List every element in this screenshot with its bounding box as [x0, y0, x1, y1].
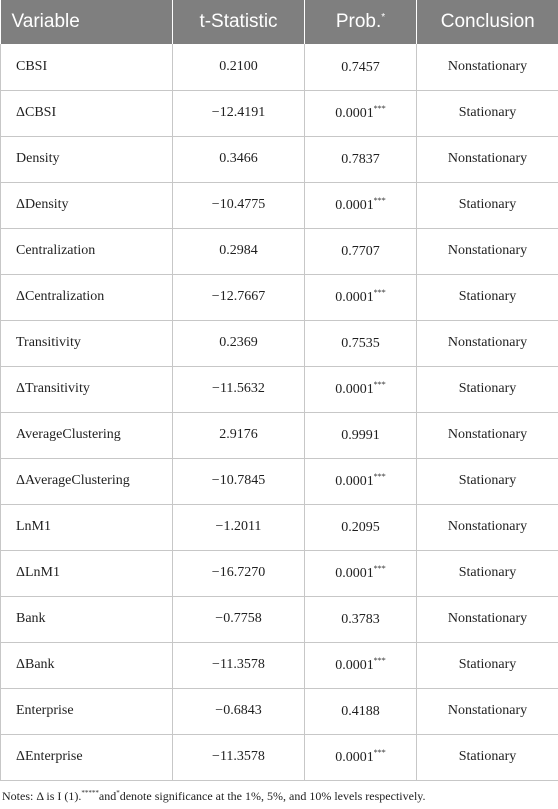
cell-variable: Enterprise	[1, 688, 173, 734]
significance-marker: ***	[373, 472, 386, 481]
significance-marker: ***	[373, 196, 386, 205]
cell-conclusion: Stationary	[417, 642, 558, 688]
prob-value: 0.7535	[341, 336, 380, 351]
prob-value: 0.0001	[335, 198, 374, 213]
prob-value: 0.7837	[341, 152, 380, 167]
cell-conclusion: Nonstationary	[417, 44, 558, 90]
cell-prob	[305, 734, 417, 780]
cell-variable: LnM1	[1, 504, 173, 550]
significance-marker: ***	[373, 380, 386, 389]
cell-variable: Transitivity	[1, 320, 173, 366]
table-row	[1, 366, 558, 412]
significance-marker: ***	[373, 748, 386, 757]
header-conclusion-label: Conclusion	[440, 11, 535, 32]
table-body	[1, 44, 558, 780]
header-prob	[305, 0, 417, 44]
cell-prob	[305, 688, 417, 734]
prob-value: 0.0001	[335, 750, 374, 765]
cell-t-statistic: −0.6843	[173, 688, 305, 734]
cell-t-statistic: −12.4191	[173, 90, 305, 136]
cell-variable: ΔLnM1	[1, 550, 173, 596]
table-row	[1, 458, 558, 504]
cell-t-statistic: −11.3578	[173, 642, 305, 688]
notes-prefix: Notes: Δ is I (1).	[2, 789, 82, 803]
cell-variable: Density	[1, 136, 173, 182]
table-row	[1, 596, 558, 642]
table-row	[1, 320, 558, 366]
table-row	[1, 688, 558, 734]
cell-prob	[305, 228, 417, 274]
cell-conclusion: Nonstationary	[417, 596, 558, 642]
notes-star: *	[116, 789, 120, 797]
cell-variable: ΔAverageClustering	[1, 458, 173, 504]
table-row	[1, 182, 558, 228]
prob-value: 0.4188	[341, 704, 380, 719]
header-variable-label: Variable	[11, 11, 80, 32]
prob-value: 0.0001	[335, 290, 374, 305]
notes-suffix: denote significance at the 1%, 5%, and 10% levels respectively.	[119, 789, 426, 803]
cell-prob	[305, 274, 417, 320]
significance-marker: ***	[373, 656, 386, 665]
cell-conclusion: Stationary	[417, 182, 558, 228]
cell-prob	[305, 504, 417, 550]
cell-t-statistic: −11.3578	[173, 734, 305, 780]
cell-conclusion: Stationary	[417, 274, 558, 320]
table-row	[1, 550, 558, 596]
cell-conclusion: Nonstationary	[417, 504, 558, 550]
cell-t-statistic: −12.7667	[173, 274, 305, 320]
table-row	[1, 44, 558, 90]
header-prob-marker: *	[381, 12, 386, 23]
table-notes	[0, 789, 558, 804]
prob-value: 0.9991	[341, 428, 380, 443]
cell-t-statistic: 0.2100	[173, 44, 305, 90]
cell-prob	[305, 182, 417, 228]
table-header	[1, 0, 558, 44]
cell-variable: ΔCBSI	[1, 90, 173, 136]
cell-t-statistic: 2.9176	[173, 412, 305, 458]
cell-variable: ΔBank	[1, 642, 173, 688]
cell-prob	[305, 550, 417, 596]
header-t-statistic	[173, 0, 305, 44]
table-row	[1, 734, 558, 780]
cell-variable: ΔTransitivity	[1, 366, 173, 412]
notes-mid: and	[98, 789, 117, 803]
cell-variable: AverageClustering	[1, 412, 173, 458]
prob-value: 0.7707	[341, 244, 380, 259]
cell-t-statistic: 0.3466	[173, 136, 305, 182]
prob-value: 0.0001	[335, 566, 374, 581]
cell-prob	[305, 136, 417, 182]
table-row	[1, 228, 558, 274]
cell-variable: ΔDensity	[1, 182, 173, 228]
cell-conclusion: Nonstationary	[417, 412, 558, 458]
cell-prob	[305, 596, 417, 642]
cell-variable: ΔEnterprise	[1, 734, 173, 780]
cell-prob	[305, 458, 417, 504]
cell-conclusion: Nonstationary	[417, 136, 558, 182]
cell-t-statistic: −16.7270	[173, 550, 305, 596]
cell-prob	[305, 44, 417, 90]
cell-t-statistic: −1.2011	[173, 504, 305, 550]
table-row	[1, 90, 558, 136]
header-row	[1, 0, 558, 44]
cell-t-statistic: 0.2369	[173, 320, 305, 366]
prob-value: 0.0001	[335, 474, 374, 489]
significance-marker: ***	[373, 564, 386, 573]
cell-prob	[305, 320, 417, 366]
cell-conclusion: Stationary	[417, 734, 558, 780]
cell-prob	[305, 412, 417, 458]
significance-marker: ***	[373, 104, 386, 113]
cell-t-statistic: −10.4775	[173, 182, 305, 228]
cell-conclusion: Stationary	[417, 550, 558, 596]
header-prob-label: Prob.	[335, 11, 382, 32]
prob-value: 0.7457	[341, 59, 380, 75]
cell-t-statistic: −10.7845	[173, 458, 305, 504]
cell-prob	[305, 366, 417, 412]
cell-t-statistic: −11.5632	[173, 366, 305, 412]
cell-variable: CBSI	[1, 44, 173, 90]
cell-variable: Bank	[1, 596, 173, 642]
cell-conclusion: Nonstationary	[417, 228, 558, 274]
cell-variable: ΔCentralization	[1, 274, 173, 320]
notes-stars: *****	[81, 789, 99, 797]
cell-t-statistic: −0.7758	[173, 596, 305, 642]
significance-marker: ***	[373, 288, 386, 297]
prob-value: 0.0001	[335, 658, 374, 673]
cell-conclusion: Stationary	[417, 458, 558, 504]
table-row	[1, 504, 558, 550]
cell-prob	[305, 90, 417, 136]
cell-conclusion: Nonstationary	[417, 320, 558, 366]
cell-variable: Centralization	[1, 228, 173, 274]
table-row	[1, 642, 558, 688]
cell-conclusion: Stationary	[417, 90, 558, 136]
table-row	[1, 274, 558, 320]
cell-conclusion: Stationary	[417, 366, 558, 412]
header-t-statistic-label: t-Statistic	[199, 11, 278, 32]
table-row	[1, 136, 558, 182]
prob-value: 0.0001	[335, 382, 374, 397]
cell-t-statistic: 0.2984	[173, 228, 305, 274]
header-variable	[1, 0, 173, 44]
prob-value: 0.0001	[335, 106, 374, 121]
header-conclusion	[417, 0, 558, 44]
table-row	[1, 412, 558, 458]
cell-prob	[305, 642, 417, 688]
prob-value: 0.2095	[341, 520, 380, 535]
cell-conclusion: Nonstationary	[417, 688, 558, 734]
prob-value: 0.3783	[341, 612, 380, 627]
